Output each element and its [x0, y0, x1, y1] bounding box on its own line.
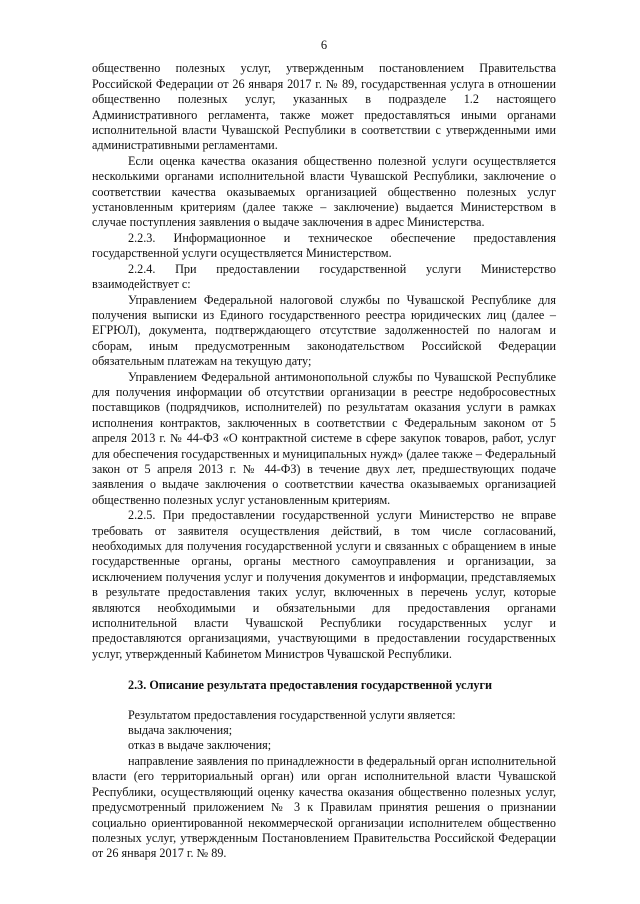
paragraph-tax-service: Управлением Федеральной налоговой службы по Чувашской Республике для получения выписки из Единого государственного реестра юридических лиц (далее – ЕГРЮЛ), документа, подтверждающего отсутствие задолженностей по налогам и сборам, иным предусмотренным законодательством Российской Федерации обязательным платежам на текущую дату; — [92, 292, 556, 369]
paragraph-assessment: Если оценка качества оказания общественно полезной услуги осуществляется несколькими органами исполнительной власти Чувашской Республики, заключение о соответствии качества оказываемых организацией общественно полезных услуг установленным критериям (далее также – заключение) выдается Министерством в случае поступления заявления о выдаче заключения в адрес Министерства. — [92, 153, 556, 230]
result-item-redirect: направление заявления по принадлежности в федеральный орган исполнительной власти (его территориальный орган) или орган исполнительной власти Чувашской Республики, осуществляющий оценку качества оказания общественно полезных услуг, предусмотренный приложением № 3 к Правилам принятия решения о признании социально ориентированной некоммерческой организации исполнителем общественно полезных услуг, утвержденным Постановлением Правительства Российской Федерации от 26 января 2017 г. № 89. — [92, 753, 556, 861]
result-item-issue: выдача заключения; — [128, 723, 233, 738]
paragraph-antimonopoly-service: Управлением Федеральной антимонопольной службы по Чувашской Республике для получения информации об отсутствии организации в реестре недобросовестных поставщиков (подрядчиков, исполнителей) по результатам оказания услуги в рамках исполнения контрактов, заключенных в соответствии с Федеральным законом от 5 апреля 2013 г. № 44-ФЗ «О контрактной системе в сфере закупок товаров, работ, услуг для обеспечения государственных и муниципальных нужд» (далее также – Федеральный закон от 5 апреля 2013 г. № 44-ФЗ) в течение двух лет, предшествующих подаче заявления о выдаче заключения о соответствии качества оказываемых организацией общественно полезных услуг установленным критериям. — [92, 369, 556, 507]
paragraph-2-2-4: 2.2.4. При предоставлении государственной услуги Министерство взаимодействует с: — [92, 261, 556, 292]
paragraph-2-2-5: 2.2.5. При предоставлении государственной услуги Министерство не вправе требовать от заявителя осуществления действий, в том числе согласований, необходимых для получения государственной услуги и связанных с обращением в иные государственные органы, органы местного самоуправления и организации, за исключением получения услуг и получения документов и информации, представляемых в результате предоставления таких услуг, включенных в перечень услуг, которые являются необходимыми и обязательными для предоставления органами исполнительной власти Чувашской Республики государственных услуг и предоставляются организациями, участвующими в предоставлении государственных услуг, утвержденный Кабинетом Министров Чувашской Республики. — [92, 508, 556, 661]
paragraph-continuation: общественно полезных услуг, утвержденным постановлением Правительства Российской Федерации от 26 января 2017 г. № 89, государственная услуга в отношении общественно полезных услуг, указанных в подразделе 1.2 настоящего Административного регламента, также может предоставляться иными органами исполнительной власти Чувашской Республики в соответствии с утвержденными ими административными регламентами. — [92, 61, 556, 153]
paragraph-2-2-3: 2.2.3. Информационное и техническое обеспечение предоставления государственной услуги осуществляется Министерством. — [92, 230, 556, 261]
page-number: 6 — [320, 38, 328, 52]
section-heading: 2.3. Описание результата предоставления государственной услуги — [128, 678, 493, 693]
result-intro: Результатом предоставления государственной услуги является: — [128, 707, 456, 722]
result-item-refusal: отказ в выдаче заключения; — [128, 738, 272, 753]
